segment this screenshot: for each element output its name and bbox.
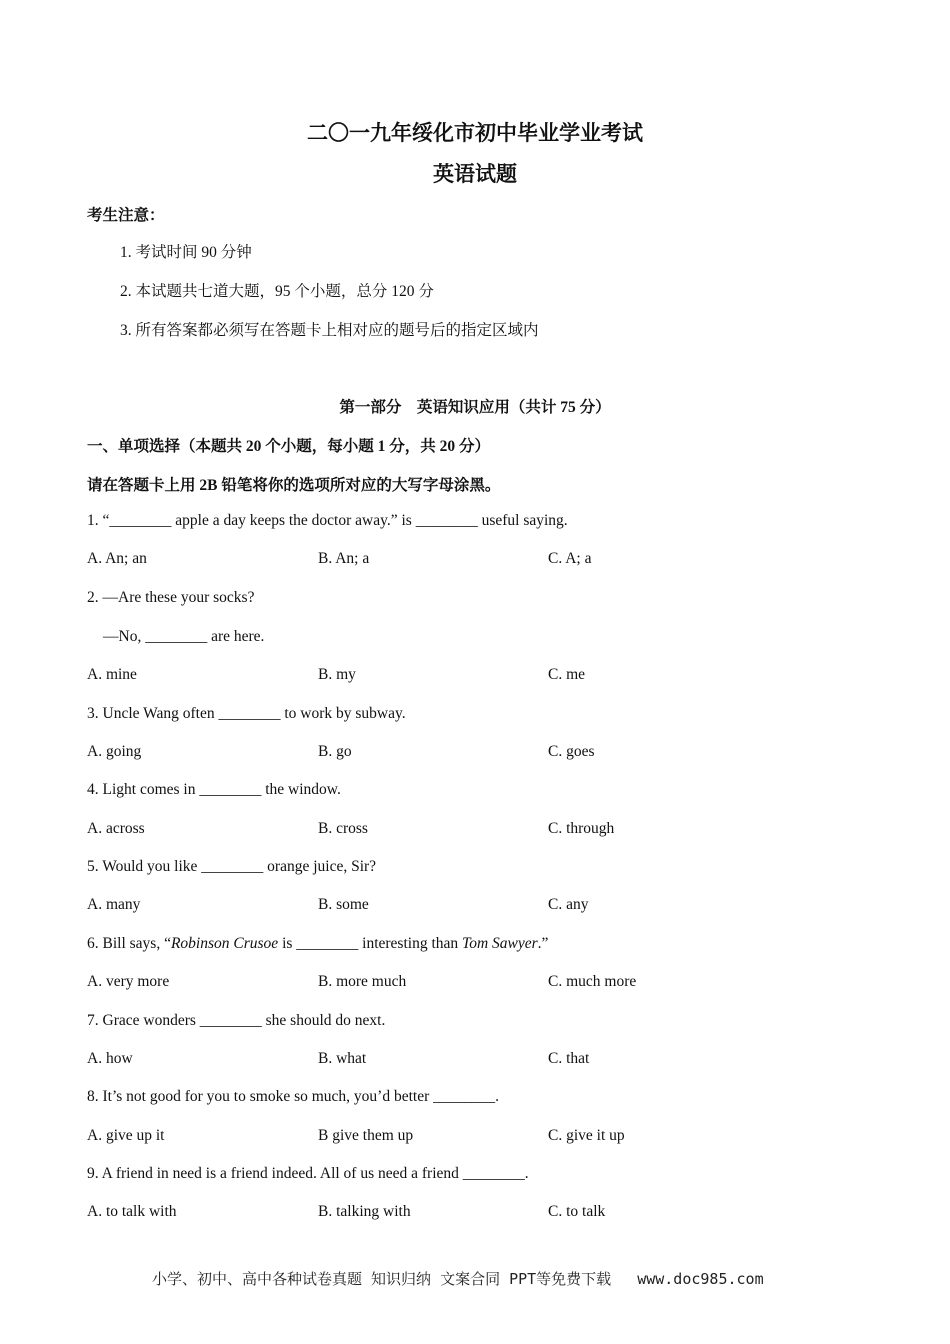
option-c: C. me bbox=[548, 666, 586, 683]
option-c: C. through bbox=[548, 820, 615, 837]
option-a: A. to talk with bbox=[87, 1203, 177, 1220]
stem-text: .” bbox=[537, 935, 549, 952]
book-title: Robinson Crusoe bbox=[170, 935, 279, 952]
notice-item: 2. 本试题共七道大题，95 个小题，总分 120 分 bbox=[120, 283, 434, 300]
book-title: Tom Sawyer bbox=[462, 935, 538, 952]
question-stem: 7. Grace wonders ________ she should do next. bbox=[87, 1012, 386, 1029]
option-b: B. my bbox=[318, 666, 356, 683]
footer-text: 小学、初中、高中各种试卷真题 知识归纳 文案合同 PPT等免费下载 bbox=[152, 1270, 612, 1288]
stem-text: 6. Bill says, “ bbox=[87, 935, 171, 952]
option-b: B. go bbox=[318, 743, 352, 760]
option-a: A. give up it bbox=[87, 1127, 165, 1144]
page-footer bbox=[152, 1268, 764, 1289]
option-b: B. talking with bbox=[318, 1203, 411, 1220]
option-c: C. much more bbox=[548, 973, 637, 990]
question-stem: 5. Would you like ________ orange juice, Sir? bbox=[87, 858, 377, 875]
option-a: A. across bbox=[87, 820, 145, 837]
option-c: C. any bbox=[548, 896, 589, 913]
option-a: A. mine bbox=[87, 666, 137, 683]
option-a: A. An; an bbox=[87, 550, 147, 567]
option-c: C. A; a bbox=[548, 550, 592, 567]
option-c: C. give it up bbox=[548, 1127, 625, 1144]
footer-url[interactable]: www.doc985.com bbox=[637, 1270, 764, 1288]
question-stem: 9. A friend in need is a friend indeed. All of us need a friend ________. bbox=[87, 1165, 529, 1182]
exam-subtitle: 英语试题 bbox=[433, 162, 517, 186]
option-a: A. many bbox=[87, 896, 141, 913]
option-b: B. some bbox=[318, 896, 369, 913]
option-c: C. goes bbox=[548, 743, 595, 760]
part-title: 第一部分 英语知识应用（共计 75 分） bbox=[339, 399, 611, 416]
option-b: B give them up bbox=[318, 1127, 414, 1144]
question-stem bbox=[87, 935, 548, 953]
notice-item: 3. 所有答案都必须写在答题卡上相对应的题号后的指定区域内 bbox=[120, 322, 539, 339]
notice-item: 1. 考试时间 90 分钟 bbox=[120, 244, 252, 261]
group-title: 一、单项选择（本题共 20 个小题，每小题 1 分，共 20 分） bbox=[87, 438, 491, 455]
question-stem: 8. It’s not good for you to smoke so much, you’d better ________. bbox=[87, 1088, 499, 1105]
notice-heading: 考生注意： bbox=[87, 207, 165, 224]
stem-text: is ________ interesting than bbox=[278, 935, 463, 952]
option-c: C. to talk bbox=[548, 1203, 606, 1220]
option-b: B. cross bbox=[318, 820, 368, 837]
option-b: B. what bbox=[318, 1050, 367, 1067]
option-a: A. going bbox=[87, 743, 142, 760]
question-stem: 2. —Are these your socks? bbox=[87, 589, 255, 606]
option-a: A. very more bbox=[87, 973, 170, 990]
question-stem: 1. “________ apple a day keeps the doctor away.” is ________ useful saying. bbox=[87, 512, 568, 529]
question-stem: 4. Light comes in ________ the window. bbox=[87, 781, 341, 798]
option-b: B. An; a bbox=[318, 550, 370, 567]
question-stem: 3. Uncle Wang often ________ to work by subway. bbox=[87, 705, 406, 722]
option-a: A. how bbox=[87, 1050, 133, 1067]
question-stem-reply: —No, ________ are here. bbox=[103, 628, 265, 645]
option-b: B. more much bbox=[318, 973, 407, 990]
exam-title: 二〇一九年绥化市初中毕业学业考试 bbox=[307, 121, 643, 145]
instruction: 请在答题卡上用 2B 铅笔将你的选项所对应的大写字母涂黑。 bbox=[87, 477, 501, 494]
option-c: C. that bbox=[548, 1050, 590, 1067]
